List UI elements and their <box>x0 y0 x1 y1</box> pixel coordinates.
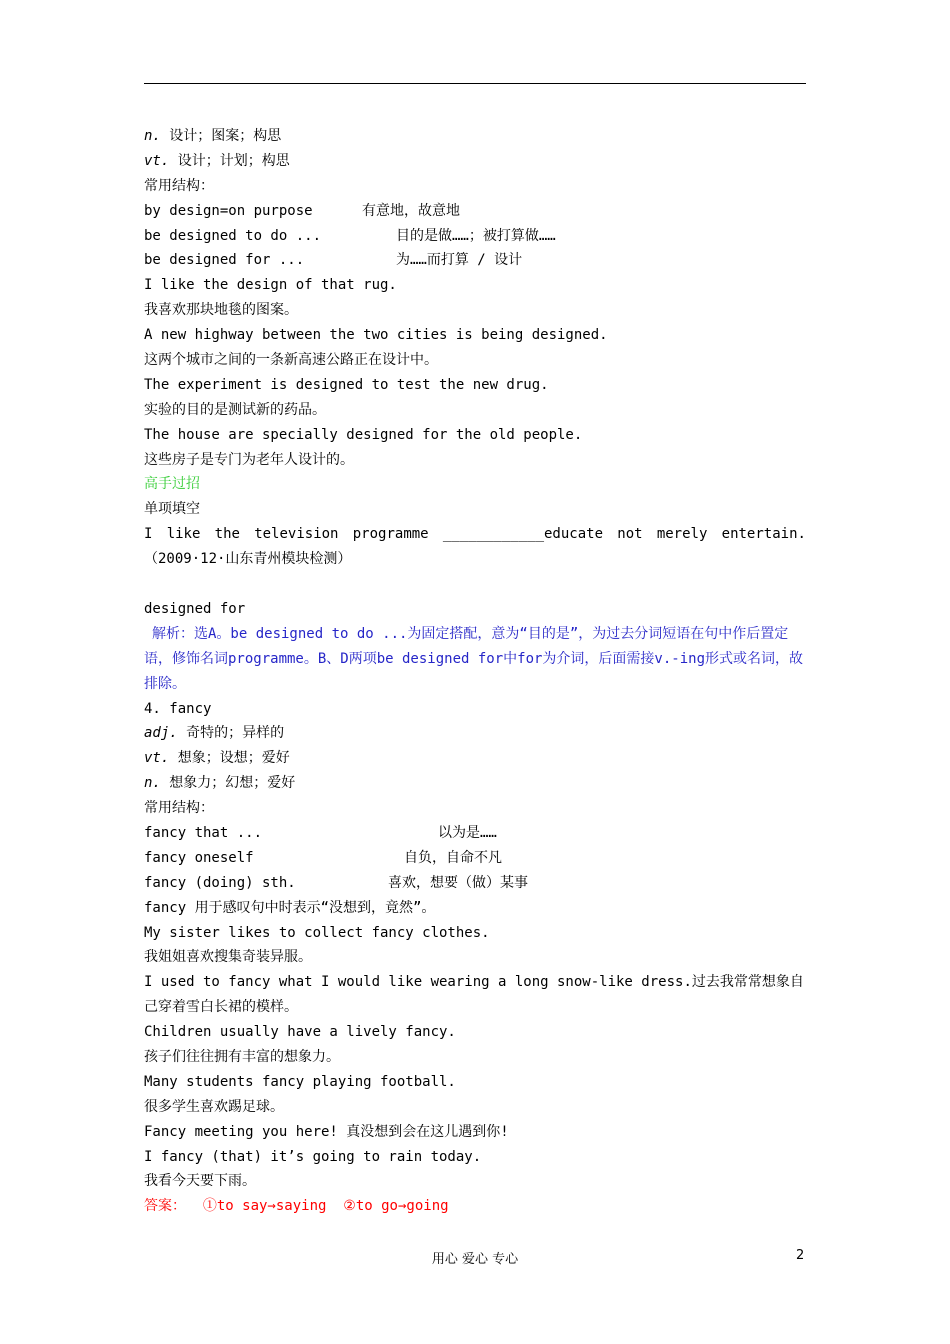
answer-line: 答案： ①to say→saying ②to go→going <box>144 1198 449 1215</box>
example-en: The house are specially designed for the old people. <box>144 426 583 443</box>
phrase-row: be designed to do ... 目的是做……；被打算做…… <box>144 227 556 244</box>
question-source: （2009·12·山东青州模块检测） <box>144 551 352 568</box>
example-en: My sister likes to collect fancy clothes. <box>144 924 490 941</box>
fancy-title: 4. fancy <box>144 700 212 717</box>
example-zh: 我看今天要下雨。 <box>144 1173 256 1190</box>
fancy-note: fancy 用于感叹句中时表示“没想到，竟然”。 <box>144 899 436 916</box>
example-en: A new highway between the two cities is being designed. <box>144 327 608 344</box>
analysis-text: 解析：选A。be designed to do ...为固定搭配，意为“目的是”，为过去分词短语在句中作后置定语，修饰名词programme。B、D两项be designed for中for为介词，后面需接v.-ing形式或名词，故排除。 <box>144 625 804 692</box>
common-structures-label: 常用结构： <box>144 800 214 817</box>
example-zh: 我姐姐喜欢搜集奇装异服。 <box>144 949 312 966</box>
phrase-row: be designed for ... 为……而打算 / 设计 <box>144 252 523 269</box>
exercise-heading: 高手过招 <box>144 476 200 493</box>
design-noun-def: n. 设计；图案；构思 <box>144 128 282 144</box>
example-zh: 很多学生喜欢踢足球。 <box>144 1098 284 1115</box>
example-en: Many students fancy playing football. <box>144 1073 456 1090</box>
common-structures-label: 常用结构： <box>144 177 214 194</box>
example-en: The experiment is designed to test the new drug. <box>144 376 549 393</box>
phrase-row: fancy oneself 自负，自命不凡 <box>144 849 502 866</box>
example-mixed: Fancy meeting you here! 真没想到会在这儿遇到你! <box>144 1123 509 1140</box>
options-line <box>144 572 806 597</box>
example-en: I fancy (that) it’s going to rain today. <box>144 1148 482 1165</box>
example-zh: 这些房子是专门为老年人设计的。 <box>144 451 354 468</box>
example-en: Children usually have a lively fancy. <box>144 1024 456 1041</box>
option-d-continued: designed for <box>144 600 246 617</box>
example-zh: 这两个城市之间的一条新高速公路正在设计中。 <box>144 352 438 369</box>
example-en: I like the design of that rug. <box>144 277 397 294</box>
example-zh: 实验的目的是测试新的药品。 <box>144 401 326 418</box>
example-zh: 孩子们往往拥有丰富的想象力。 <box>144 1049 340 1066</box>
page-number: 2 <box>796 1248 805 1263</box>
phrase-row: fancy that ... 以为是…… <box>144 824 497 841</box>
phrase-row: by design=on purpose 有意地，故意地 <box>144 202 460 219</box>
header-rule <box>144 83 806 84</box>
phrase-row: fancy (doing) sth. 喜欢，想要（做）某事 <box>144 874 528 891</box>
design-verb-def: vt. 设计；计划；构思 <box>144 152 290 169</box>
exercise-type: 单项填空 <box>144 501 200 518</box>
example-mixed: I used to fancy what I would like wearing a long snow-like dress.过去我常常想象自己穿着雪白长裙的模样。 <box>144 974 804 1016</box>
document-body <box>144 124 806 1219</box>
footer-motto: 用心 爱心 专心 <box>431 1252 519 1267</box>
question-line: I like the television programme ____________educate not merely entertain. <box>144 526 806 543</box>
fancy-noun-def: n. 想象力；幻想；爱好 <box>144 775 296 792</box>
example-zh: 我喜欢那块地毯的图案。 <box>144 302 298 319</box>
fancy-verb-def: vt. 想象；设想；爱好 <box>144 750 290 767</box>
fancy-adj-def: adj. 奇特的；异样的 <box>144 725 285 742</box>
